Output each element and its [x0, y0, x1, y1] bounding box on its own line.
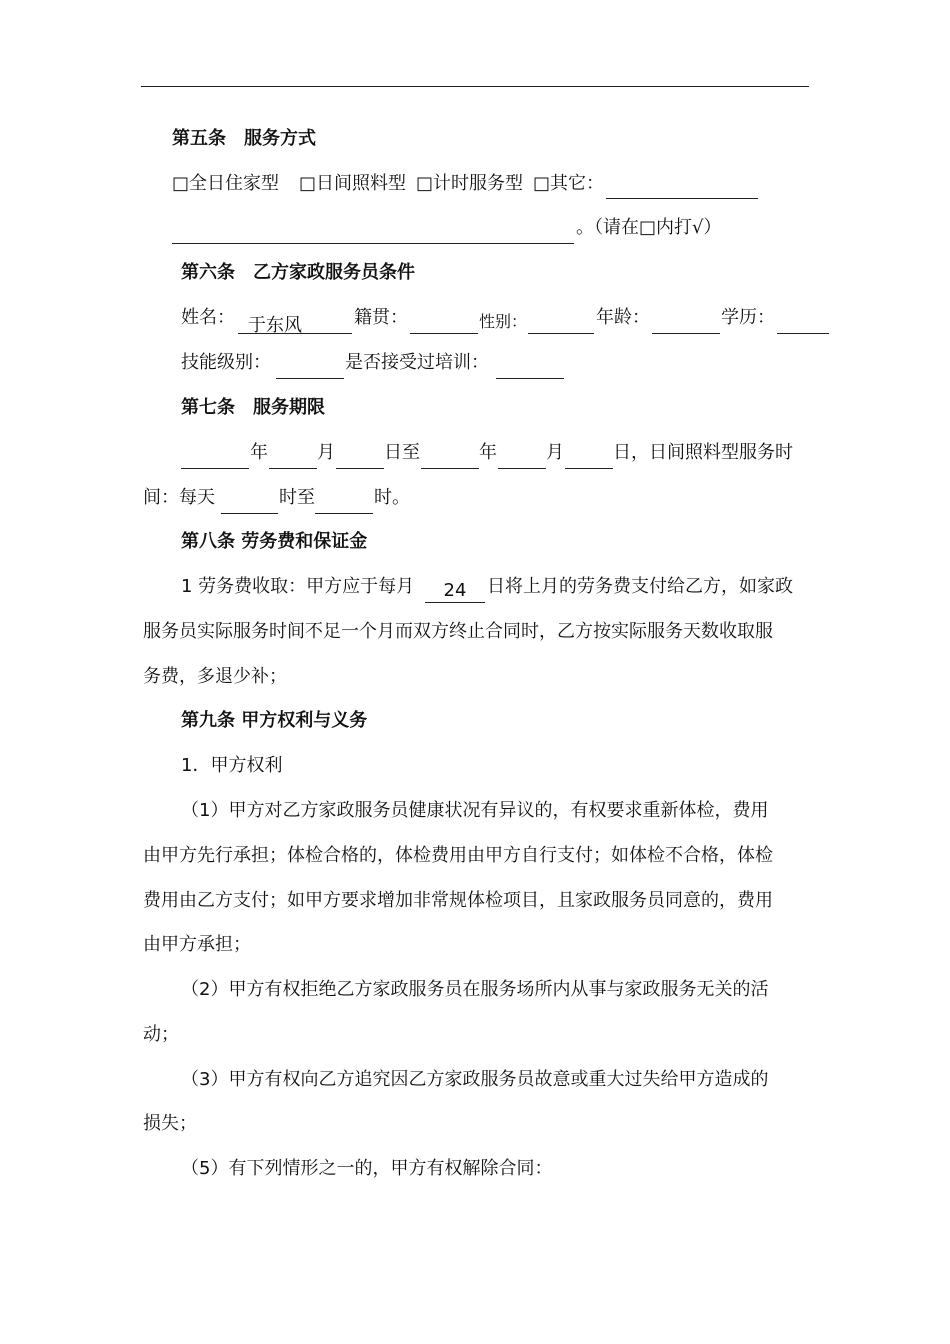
item-1-line-2: 由甲方先行承担；体检合格的，体检费用由甲方自行支付；如体检不合格，体检	[143, 845, 773, 866]
end-year-field[interactable]	[421, 446, 479, 469]
time-end-label: 时。	[374, 487, 410, 508]
fee-collection-line-2: 服务员实际服务时间不足一个月而双方终止合同时，乙方按实际服务天数收取服	[143, 621, 773, 642]
origin-label: 籍贯：	[354, 307, 408, 328]
item-3-line-1: （3）甲方有权向乙方追究因乙方家政服务员故意或重大过失给甲方造成的	[181, 1069, 769, 1090]
payment-day-value: 24	[443, 580, 467, 601]
start-month-field[interactable]	[269, 446, 317, 469]
payment-day-field[interactable]	[425, 580, 485, 603]
checkbox-note: 。（请在□内打√）	[576, 217, 722, 238]
day-to-label: 日至	[384, 442, 420, 463]
option-live-in[interactable]: □全日住家型	[172, 173, 280, 194]
name-value: 于东风	[248, 315, 302, 336]
end-month-field[interactable]	[498, 446, 546, 469]
item-1-line-4: 由甲方承担；	[143, 934, 251, 955]
training-label: 是否接受过培训：	[345, 352, 489, 373]
header-rule	[141, 86, 809, 87]
daily-start-time-field[interactable]	[221, 491, 278, 514]
age-field[interactable]	[652, 311, 720, 334]
party-a-rights-title: 1．甲方权利	[181, 755, 283, 776]
article-7-heading: 第七条 服务期限	[181, 397, 325, 418]
end-day-field[interactable]	[565, 446, 613, 469]
item-1-line-1: （1）甲方对乙方家政服务员健康状况有异议的，有权要求重新体检，费用	[181, 800, 769, 821]
other-blank[interactable]	[606, 176, 758, 199]
article-8-heading: 第八条 劳务费和保证金	[181, 531, 368, 552]
fee-collection-suffix: 日将上月的劳务费支付给乙方，如家政	[487, 576, 793, 597]
training-field[interactable]	[496, 356, 564, 379]
item-2-line-1: （2）甲方有权拒绝乙方家政服务员在服务场所内从事与家政服务无关的活	[181, 979, 769, 1000]
gender-label: 性别：	[479, 312, 528, 331]
article-5-heading: 第五条 服务方式	[172, 128, 316, 149]
fee-collection-prefix: 1 劳务费收取：甲方应于每月	[181, 576, 415, 597]
education-label: 学历：	[721, 307, 775, 328]
daily-end-time-field[interactable]	[315, 491, 373, 514]
year-label: 年	[250, 442, 268, 463]
year-label-2: 年	[479, 442, 497, 463]
education-field[interactable]	[777, 311, 829, 334]
start-day-field[interactable]	[336, 446, 384, 469]
day-tail-text: 日，日间照料型服务时	[613, 442, 793, 463]
item-3-line-2: 损失；	[143, 1113, 197, 1134]
start-year-field[interactable]	[181, 446, 249, 469]
skill-level-label: 技能级别：	[181, 352, 271, 373]
article-9-heading: 第九条 甲方权利与义务	[181, 710, 368, 731]
daily-time-prefix: 间：每天	[143, 487, 215, 508]
item-1-line-3: 费用由乙方支付；如甲方要求增加非常规体检项目，且家政服务员同意的，费用	[143, 890, 773, 911]
item-5-line-1: （5）有下列情形之一的，甲方有权解除合同：	[181, 1158, 553, 1179]
origin-field[interactable]	[410, 311, 478, 334]
time-to-label: 时至	[279, 487, 315, 508]
option-hourly[interactable]: □计时服务型	[416, 173, 524, 194]
month-label-2: 月	[546, 442, 564, 463]
fee-collection-line-3: 务费，多退少补；	[143, 666, 287, 687]
gender-field[interactable]	[528, 311, 594, 334]
article-6-heading: 第六条 乙方家政服务员条件	[181, 262, 415, 283]
option-day-care[interactable]: □日间照料型	[299, 173, 407, 194]
name-label: 姓名：	[181, 307, 235, 328]
option-other[interactable]: □其它：	[533, 173, 605, 194]
age-label: 年龄：	[596, 307, 650, 328]
month-label: 月	[317, 442, 335, 463]
service-mode-options	[172, 172, 604, 196]
skill-level-field[interactable]	[276, 356, 344, 379]
other-blank-cont[interactable]	[172, 221, 574, 244]
item-2-line-2: 动；	[143, 1024, 179, 1045]
name-field[interactable]	[238, 311, 352, 334]
